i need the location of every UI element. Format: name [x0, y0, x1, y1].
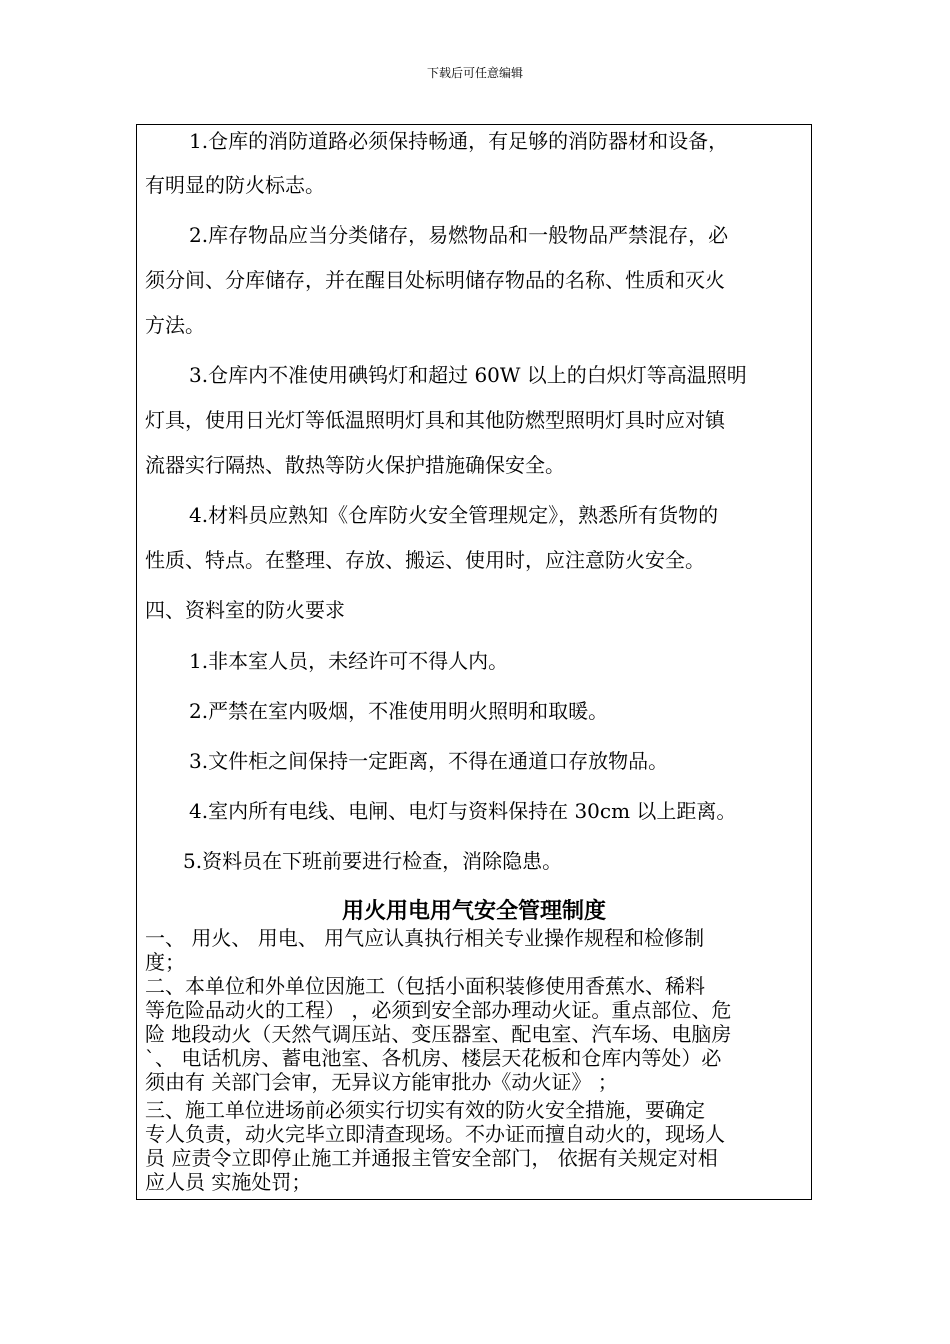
paragraph-line: 3.仓库内不准使用碘钨灯和超过 60W 以上的白炽灯等高温照明: [189, 363, 747, 387]
list-item: 4.室内所有电线、电闸、电灯与资料保持在 30cm 以上距离。: [189, 799, 737, 823]
paragraph-line: 流器实行隔热、散热等防火保护措施确保安全。: [145, 453, 565, 477]
paragraph-line: 二、本单位和外单位因施工（包括小面积装修使用香蕉水、稀料: [145, 974, 705, 998]
paragraph-line: 灯具，使用日光灯等低温照明灯具和其他防燃型照明灯具时应对镇: [145, 408, 725, 432]
paragraph-line: 性质、特点。在整理、存放、搬运、使用时，应注意防火安全。: [145, 548, 705, 572]
paragraph-line: 须分间、分库储存，并在醒目处标明储存物品的名称、性质和灭火: [145, 268, 725, 292]
paragraph-line: 员 应责令立即停止施工并通报主管安全部门， 依据有关规定对相: [145, 1146, 718, 1170]
list-item: 2.严禁在室内吸烟，不准使用明火照明和取暖。: [189, 699, 609, 723]
paragraph-line: 须由有 关部门会审，无异议方能审批办《动火证》 ；: [145, 1070, 618, 1094]
paragraph-line: 方法。: [145, 313, 205, 337]
paragraph-line: 险 地段动火（天然气调压站、变压器室、配电室、汽车场、电脑房: [145, 1022, 732, 1046]
paragraph-line: 三、施工单位进场前必须实行切实有效的防火安全措施，要确定: [145, 1098, 705, 1122]
page-header-note: 下载后可任意编辑: [426, 66, 523, 80]
list-item: 1.非本室人员，未经许可不得人内。: [189, 649, 509, 673]
section-title: 用火用电用气安全管理制度: [341, 899, 606, 924]
paragraph-line: 应人员 实施处罚；: [145, 1170, 312, 1194]
paragraph-line: 等危险品动火的工程） ，必须到安全部办理动火证。重点部位、危: [145, 998, 732, 1022]
paragraph-line: 有明显的防火标志。: [145, 173, 325, 197]
paragraph-line: 专人负责，动火完毕立即清查现场。不办证而擅自动火的，现场人: [145, 1122, 725, 1146]
paragraph-line: 度；: [145, 950, 185, 974]
paragraph-line: 一、 用火、 用电、 用气应认真执行相关专业操作规程和检修制: [145, 926, 705, 950]
paragraph-line: 1.仓库的消防道路必须保持畅通，有足够的消防器材和设备，: [189, 129, 729, 153]
list-item: 5.资料员在下班前要进行检查，消除隐患。: [183, 849, 563, 873]
paragraph-line: 2.库存物品应当分类储存，易燃物品和一般物品严禁混存，必: [189, 223, 729, 247]
paragraph-line: 4.材料员应熟知《仓库防火安全管理规定》，熟悉所有货物的: [189, 503, 719, 527]
paragraph-line: `、 电话机房、蓄电池室、各机房、楼层天花板和仓库内等处）必: [145, 1046, 722, 1070]
list-item: 3.文件柜之间保持一定距离，不得在通道口存放物品。: [189, 749, 669, 773]
section-heading: 四、资料室的防火要求: [145, 598, 345, 622]
